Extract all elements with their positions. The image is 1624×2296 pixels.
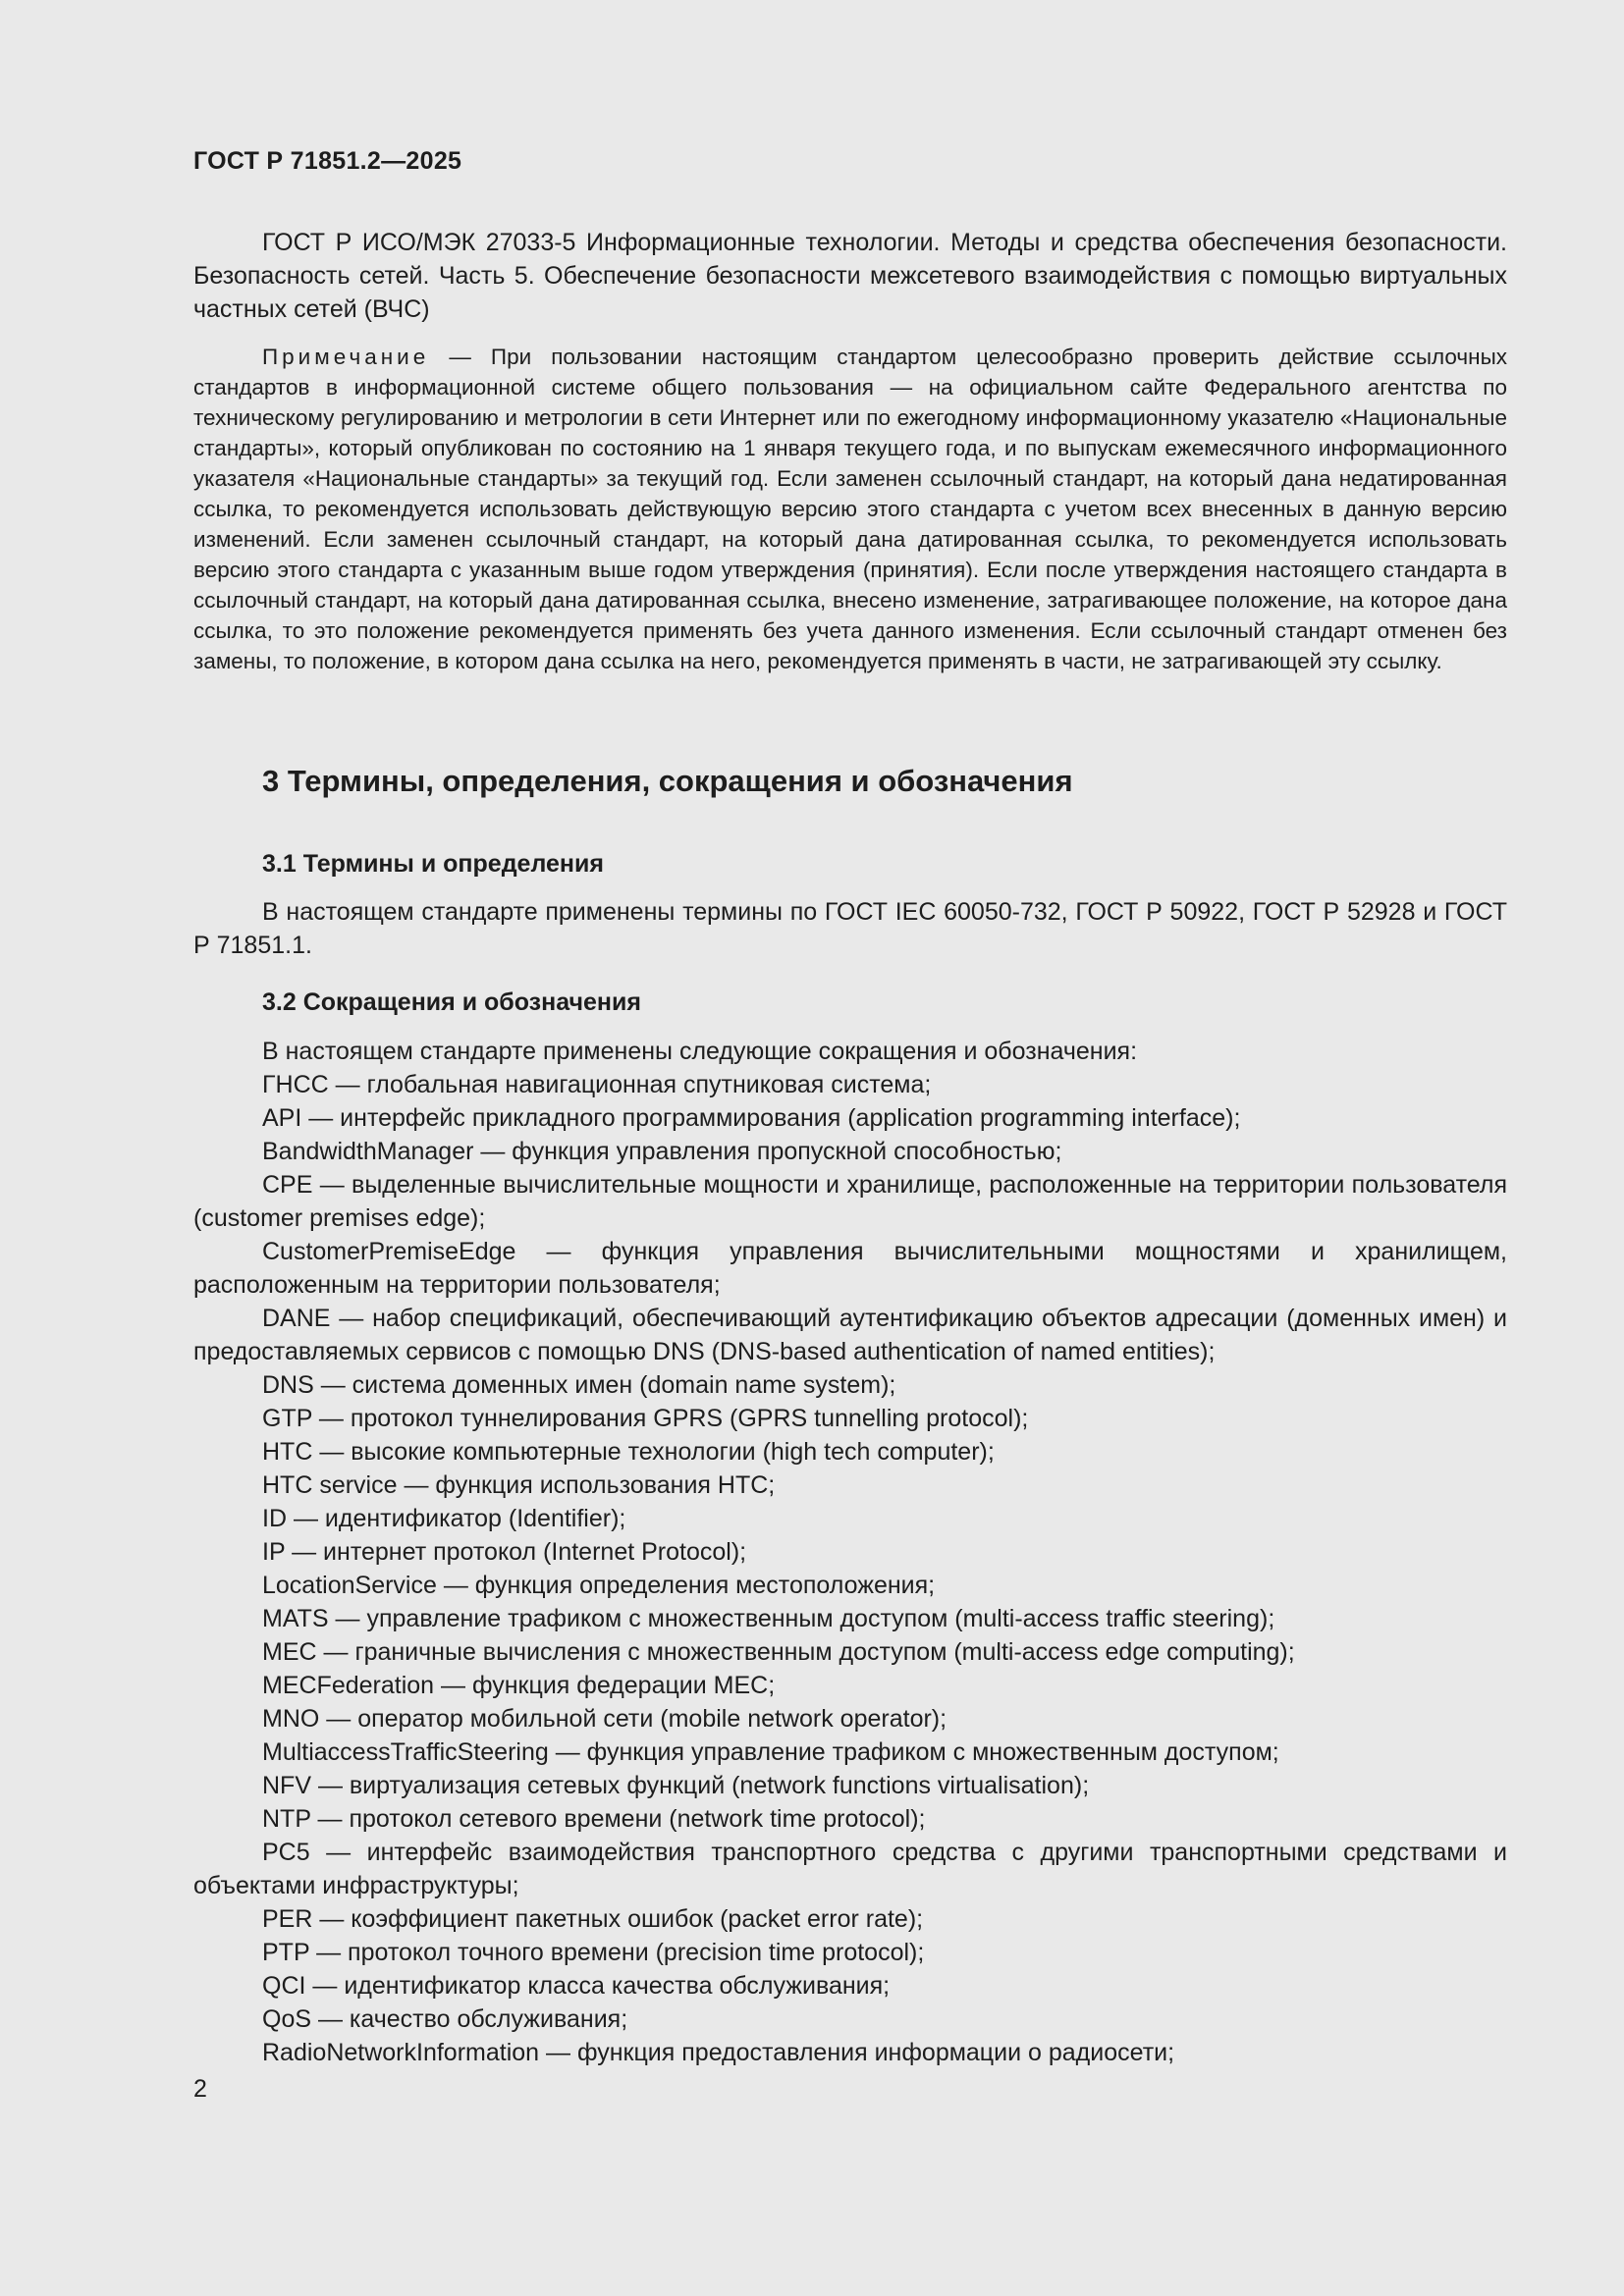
- abbreviation-item: ID — идентификатор (Identifier);: [262, 1505, 626, 1532]
- abbreviation-item: API — интерфейс прикладного программирования (application programming interface);: [262, 1104, 1241, 1132]
- section-3-heading: 3 Термины, определения, сокращения и обозначения: [262, 764, 1073, 798]
- abbreviations-list: [193, 1035, 1507, 2069]
- abbreviation-item: ГНСС — глобальная навигационная спутниковая система;: [262, 1071, 932, 1098]
- abbreviation-item: MATS — управление трафиком с множественным доступом (multi-access traffic steering);: [262, 1605, 1275, 1632]
- note-label: Примечание: [262, 345, 430, 369]
- abbreviation-item: MECFederation — функция федерации MEC;: [262, 1672, 776, 1699]
- abbreviation-item: MultiaccessTrafficSteering — функция управление трафиком с множественным доступом;: [262, 1738, 1279, 1766]
- abbreviation-item: IP — интернет протокол (Internet Protocol);: [262, 1538, 747, 1566]
- abbreviation-item: NTP — протокол сетевого времени (network time protocol);: [262, 1805, 926, 1833]
- abbreviation-item: QoS — качество обслуживания;: [262, 2005, 628, 2033]
- abbreviation-item: CPE — выделенные вычислительные мощности и хранилище, расположенные на территории пользователя (customer premises edge);: [193, 1171, 1507, 1232]
- abbreviation-item: BandwidthManager — функция управления пропускной способностью;: [262, 1138, 1062, 1165]
- abbreviation-item: GTP — протокол туннелирования GPRS (GPRS tunnelling protocol);: [262, 1405, 1029, 1432]
- abbreviation-item: DANE — набор спецификаций, обеспечивающий аутентификацию объектов адресации (доменных имен) и предоставляемых сервисов с помощью DNS (DNS-based authentication of named entities);: [193, 1305, 1507, 1365]
- abbreviation-item: DNS — система доменных имен (domain name system);: [262, 1371, 896, 1399]
- note-paragraph: [193, 342, 1507, 676]
- abbreviation-item: RadioNetworkInformation — функция предоставления информации о радиосети;: [262, 2039, 1175, 2066]
- abbreviation-item: PER — коэффициент пакетных ошибок (packet error rate);: [262, 1905, 924, 1933]
- section-3-1-text: В настоящем стандарте применены термины по ГОСТ IEC 60050-732, ГОСТ Р 50922, ГОСТ Р 52928 и ГОСТ Р 71851.1.: [193, 898, 1507, 959]
- abbreviations-intro: В настоящем стандарте применены следующие сокращения и обозначения:: [262, 1038, 1138, 1065]
- abbreviation-item: PTP — протокол точного времени (precision time protocol);: [262, 1939, 925, 1966]
- abbreviation-item: CustomerPremiseEdge — функция управления вычислительными мощностями и хранилищем, расположенным на территории пользователя;: [193, 1238, 1507, 1299]
- abbreviation-item: PC5 — интерфейс взаимодействия транспортного средства с другими транспортными средствами и объектами инфраструктуры;: [193, 1839, 1507, 1899]
- document-id-header: ГОСТ Р 71851.2—2025: [193, 147, 462, 175]
- abbreviation-item: MEC — граничные вычисления с множественным доступом (multi-access edge computing);: [262, 1638, 1295, 1666]
- section-3-1-heading: 3.1 Термины и определения: [262, 850, 604, 878]
- abbreviation-item: MNO — оператор мобильной сети (mobile network operator);: [262, 1705, 947, 1733]
- note-text: — При пользовании настоящим стандартом целесообразно проверить действие ссылочных стандартов в информационной системе общего пользования — на официальном сайте Федерального агентства по техническому регулированию и метрологии в сети Интернет или по ежегодному информационному указателю «Национальные стандарты», который опубликован по состоянию на 1 января текущего года, и по выпускам ежемесячного информационного указателя «Национальные стандарты» за текущий год. Если заменен ссылочный стандарт, на который дана недатированная ссылка, то рекомендуется использовать действующую версию этого стандарта с учетом всех внесенных в данную версию изменений. Если заменен ссылочный стандарт, на который дана датированная ссылка, то рекомендуется использовать версию этого стандарта с указанным выше годом утверждения (принятия). Если после утверждения настоящего стандарта в ссылочный стандарт, на который дана датированная ссылка, внесено изменение, затрагивающее положение, на которое дана ссылка, то это положение рекомендуется применять без учета данного изменения. Если ссылочный стандарт отменен без замены, то положение, в котором дана ссылка на него, рекомендуется применять в части, не затрагивающей эту ссылку.: [193, 345, 1507, 673]
- abbreviation-item: HTC service — функция использования HTC;: [262, 1471, 776, 1499]
- section-3-2-heading: 3.2 Сокращения и обозначения: [262, 988, 641, 1016]
- abbreviation-item: QCI — идентификатор класса качества обслуживания;: [262, 1972, 891, 2000]
- abbreviation-item: HTC — высокие компьютерные технологии (high tech computer);: [262, 1438, 995, 1466]
- abbreviation-item: LocationService — функция определения местоположения;: [262, 1572, 936, 1599]
- page-number: 2: [193, 2075, 207, 2103]
- normative-reference-entry: ГОСТ Р ИСО/МЭК 27033-5 Информационные технологии. Методы и средства обеспечения безопасности. Безопасность сетей. Часть 5. Обеспечение безопасности межсетевого взаимодействия с помощью виртуальных частных сетей (ВЧС): [193, 229, 1507, 323]
- abbreviation-item: NFV — виртуализация сетевых функций (network functions virtualisation);: [262, 1772, 1090, 1799]
